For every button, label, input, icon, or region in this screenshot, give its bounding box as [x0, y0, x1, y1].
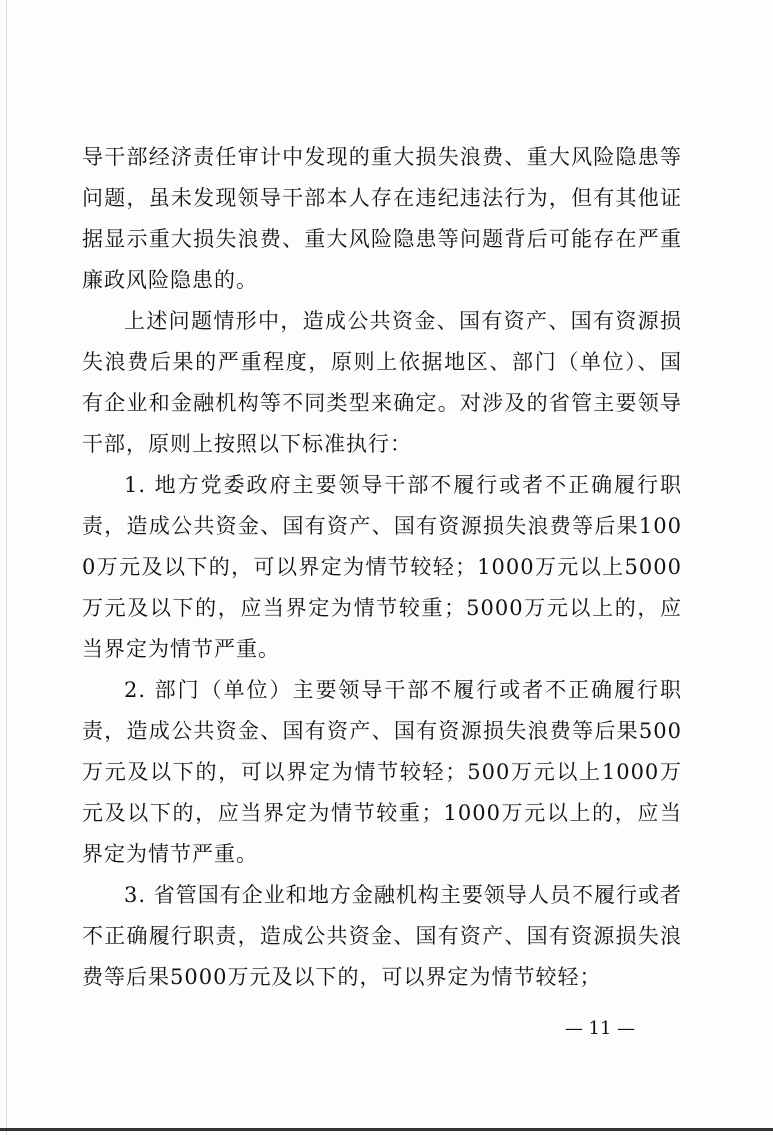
paragraph-item-2: 2. 部门（单位）主要领导干部不履行或者不正确履行职责，造成公共资金、国有资产、国有资源损失浪费等后果500万元及以下的，可以界定为情节较轻；500万元以上1000万元及以下的，应当界定为情节较重；1000万元以上的，应当界定为情节严重。	[82, 678, 682, 866]
paragraph-standard-intro: 上述问题情形中，造成公共资金、国有资产、国有资源损失浪费后果的严重程度，原则上依据地区、部门（单位）、国有企业和金融机构等不同类型来确定。对涉及的省管主要领导干部，原则上按照以下标准执行：	[82, 309, 682, 456]
page-left-edge	[6, 0, 7, 1135]
page-number: — 11 —	[564, 1018, 636, 1039]
page-bottom-edge	[0, 1128, 773, 1131]
paragraph-continued: 导干部经济责任审计中发现的重大损失浪费、重大风险隐患等问题，虽未发现领导干部本人存在违纪违法行为，但有其他证据显示重大损失浪费、重大风险隐患等问题背后可能存在严重廉政风险隐患的。	[82, 145, 682, 292]
paragraph-item-3: 3. 省管国有企业和地方金融机构主要领导人员不履行或者不正确履行职责，造成公共资金、国有资产、国有资源损失浪费等后果5000万元及以下的，可以界定为情节较轻；	[82, 883, 682, 989]
document-body	[82, 137, 682, 998]
paragraph-item-1: 1. 地方党委政府主要领导干部不履行或者不正确履行职责，造成公共资金、国有资产、国有资源损失浪费等后果1000万元及以下的，可以界定为情节较轻；1000万元以上5000万元及以下的，应当界定为情节较重；5000万元以上的，应当界定为情节严重。	[82, 473, 682, 661]
